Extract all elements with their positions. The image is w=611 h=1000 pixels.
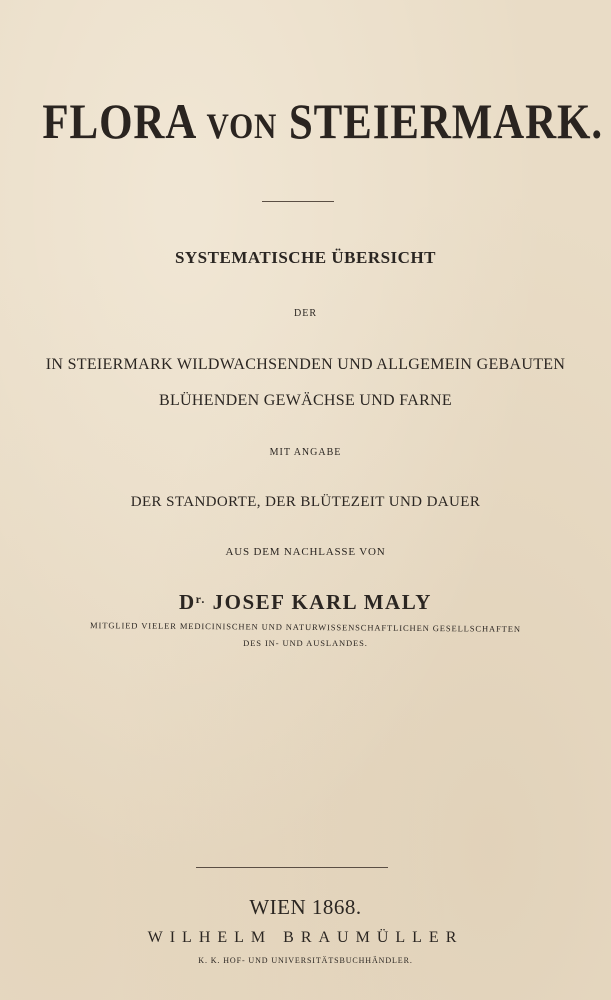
author-name	[0, 590, 611, 615]
connector-mit-angabe: MIT ANGABE	[269, 447, 342, 458]
description-line-3: DER STANDORTE, DER BLÜTEZEIT UND DAUER	[130, 494, 481, 510]
imprint-city-year: WIEN 1868.	[249, 895, 362, 919]
bottom-divider	[196, 867, 388, 868]
author-prefix-sup: r.	[195, 592, 206, 606]
posthumous-note: AUS DEM NACHLASSE VON	[225, 546, 386, 558]
title-word-von: VON	[206, 106, 278, 146]
title-word-steiermark: STEIERMARK.	[288, 93, 603, 149]
author-membership-line-1: MITGLIED VIELER MEDICINISCHEN UND NATURWISSENSCHAFTLICHEN GESELLSCHAFTEN	[90, 620, 521, 634]
description-line-2: BLÜHENDEN GEWÄCHSE UND FARNE	[159, 392, 452, 409]
subtitle: SYSTEMATISCHE ÜBERSICHT	[174, 248, 437, 267]
connector-der: DER	[294, 308, 317, 319]
publisher-title: K. K. HOF- UND UNIVERSITÄTSBUCHHÄNDLER.	[198, 956, 413, 965]
title-word-flora: FLORA	[42, 93, 195, 149]
publisher-name: WILHELM BRAUMÜLLER	[147, 929, 464, 946]
book-title	[42, 92, 603, 150]
description-line-1: IN STEIERMARK WILDWACHSENDEN UND ALLGEMEIN GEBAUTEN	[45, 356, 566, 373]
author-prefix: D	[179, 590, 196, 614]
author-membership-line-2: DES IN- UND AUSLANDES.	[243, 638, 368, 648]
author-fullname: JOSEF KARL MALY	[212, 590, 432, 614]
top-divider	[262, 201, 334, 202]
